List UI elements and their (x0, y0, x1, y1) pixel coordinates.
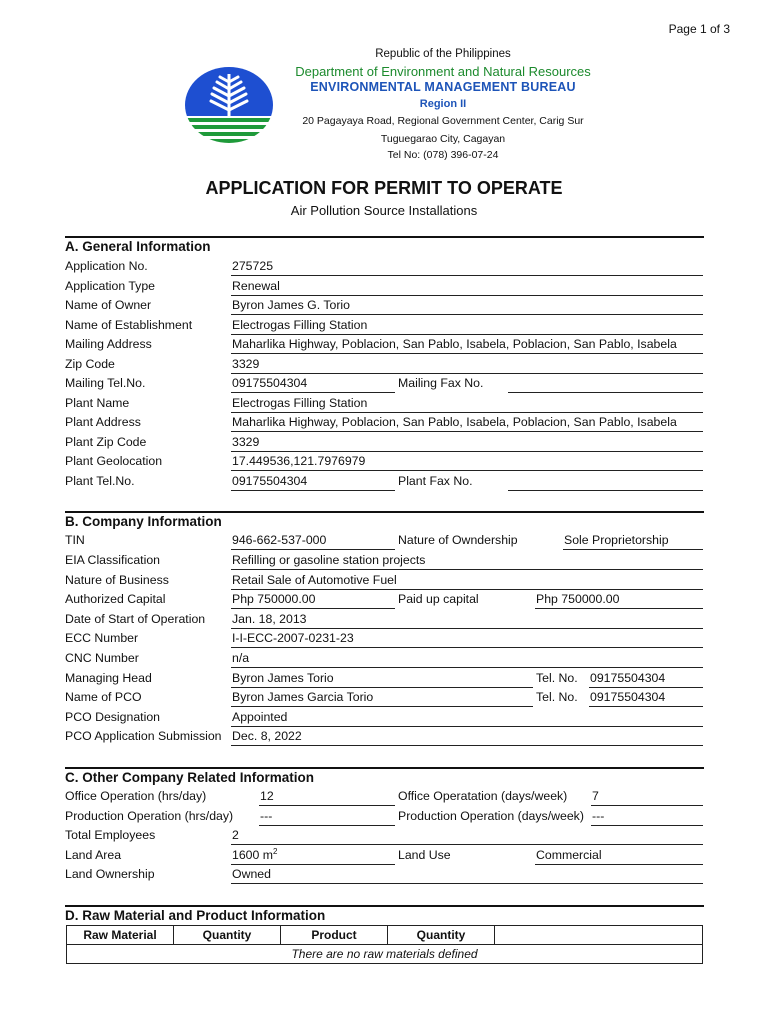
table-header-row (67, 926, 703, 945)
section-c-title: C. Other Company Related Information (65, 770, 315, 785)
field-label: Plant Name (65, 396, 130, 410)
section-c-rule (65, 767, 704, 769)
row-owner (65, 296, 705, 316)
row-plant-name (65, 394, 705, 414)
section-a-title: A. General Information (65, 239, 211, 254)
paidup-value: Php 750000.00 (535, 590, 703, 609)
row-ecc (65, 629, 705, 649)
field-label: Tel. No. (536, 690, 578, 704)
field-label: Plant Zip Code (65, 435, 147, 449)
field-label: PCO Application Submission (65, 729, 222, 743)
empty-message: There are no raw materials defined (67, 945, 703, 964)
section-b-rule (65, 511, 704, 513)
business-value: Retail Sale of Automotive Fuel (231, 571, 703, 590)
col-extra (495, 926, 703, 945)
owner-value: Byron James G. Torio (231, 296, 703, 315)
field-label: Nature of Business (65, 573, 169, 587)
field-label: Mailing Tel.No. (65, 376, 146, 390)
field-label: Office Operatation (days/week) (398, 789, 568, 803)
mailing-fax-value (508, 374, 703, 393)
field-label: Name of Owner (65, 298, 152, 312)
header-region: Region II (419, 98, 467, 110)
land-ownership-value: Owned (231, 865, 703, 884)
cnc-value: n/a (231, 649, 703, 668)
row-mailing-tel (65, 374, 705, 394)
page-subtitle: Air Pollution Source Installations (290, 203, 478, 218)
land-area-number: 1600 m (232, 848, 274, 862)
field-label: Production Operation (days/week) (398, 809, 584, 823)
field-label: Paid up capital (398, 592, 479, 606)
section-d-title: D. Raw Material and Product Information (65, 908, 326, 923)
row-pco-submission (65, 727, 705, 747)
ownership-value: Sole Proprietorship (563, 531, 703, 550)
field-label: Name of Establishment (65, 318, 193, 332)
row-plant-tel (65, 472, 705, 492)
row-plant-zip (65, 433, 705, 453)
field-label: Tel. No. (536, 671, 578, 685)
plant-name-value: Electrogas Filling Station (231, 394, 703, 413)
office-days-value: 7 (591, 787, 703, 806)
managing-head-tel-value: 09175504304 (589, 669, 703, 688)
mailing-address-value: Maharlika Highway, Poblacion, San Pablo, Isabela, Poblacion, San Pablo, Isabela (231, 335, 703, 354)
mailing-tel-value: 09175504304 (231, 374, 395, 393)
field-label: Managing Head (65, 671, 152, 685)
field-label: Land Area (65, 848, 122, 862)
header-tel: Tel No: (078) 396-07-24 (387, 149, 499, 161)
row-plant-geolocation (65, 452, 705, 472)
field-label: Nature of Owndership (398, 533, 518, 547)
pco-value: Byron James Garcia Torio (231, 688, 533, 707)
row-establishment (65, 316, 705, 336)
row-pco (65, 688, 705, 708)
header-address-line2: Tuguegarao City, Cagayan (380, 133, 506, 145)
header-bureau: ENVIRONMENTAL MANAGEMENT BUREAU (310, 80, 576, 94)
col-product-quantity: Quantity (388, 926, 495, 945)
zip-value: 3329 (231, 355, 703, 374)
row-capital (65, 590, 705, 610)
plant-fax-value (508, 472, 703, 491)
application-type-value: Renewal (231, 277, 703, 296)
denr-logo (184, 66, 274, 144)
pco-tel-value: 09175504304 (589, 688, 703, 707)
section-b-title: B. Company Information (65, 514, 222, 529)
row-cnc (65, 649, 705, 669)
land-area-unit-exponent: 2 (273, 846, 278, 856)
plant-zip-value: 3329 (231, 433, 703, 452)
section-a-rule (65, 236, 704, 238)
header-department: Department of Environment and Natural Resources (295, 64, 591, 79)
row-production-operation (65, 807, 705, 827)
col-raw-material: Raw Material (67, 926, 174, 945)
col-quantity: Quantity (174, 926, 281, 945)
field-label: Land Ownership (65, 867, 155, 881)
field-label: Plant Fax No. (398, 474, 473, 488)
field-label: ECC Number (65, 631, 139, 645)
prod-hrs-value: --- (259, 807, 395, 826)
field-label: Plant Address (65, 415, 141, 429)
plant-address-value: Maharlika Highway, Poblacion, San Pablo, Isabela, Poblacion, San Pablo, Isabela (231, 413, 703, 432)
ecc-value: I-I-ECC-2007-0231-23 (231, 629, 703, 648)
page-indicator: Page 1 of 3 (668, 22, 730, 36)
field-label: Total Employees (65, 828, 156, 842)
field-label: Mailing Fax No. (398, 376, 484, 390)
row-business (65, 571, 705, 591)
pco-designation-value: Appointed (231, 708, 703, 727)
header-address-line1: 20 Pagayaya Road, Regional Government Center, Carig Sur (302, 115, 584, 127)
col-product: Product (281, 926, 388, 945)
page-title: APPLICATION FOR PERMIT TO OPERATE (205, 178, 563, 198)
field-label: Mailing Address (65, 337, 152, 351)
table-row (67, 945, 703, 964)
row-eia (65, 551, 705, 571)
field-label: PCO Designation (65, 710, 161, 724)
employees-value: 2 (231, 826, 703, 845)
field-label: EIA Classification (65, 553, 161, 567)
row-pco-designation (65, 708, 705, 728)
row-tin (65, 531, 705, 551)
auth-capital-value: Php 750000.00 (231, 590, 395, 609)
tin-value: 946-662-537-000 (231, 531, 395, 550)
field-label: Production Operation (hrs/day) (65, 809, 234, 823)
start-date-value: Jan. 18, 2013 (231, 610, 703, 629)
field-label: Date of Start of Operation (65, 612, 206, 626)
prod-days-value: --- (591, 807, 703, 826)
office-hrs-value: 12 (259, 787, 395, 806)
plant-geolocation-value: 17.449536,121.7976979 (231, 452, 703, 471)
row-office-operation (65, 787, 705, 807)
row-managing-head (65, 669, 705, 689)
plant-tel-value: 09175504304 (231, 472, 395, 491)
field-label: Application Type (65, 279, 156, 293)
field-label: CNC Number (65, 651, 139, 665)
field-label: Office Operation (hrs/day) (65, 789, 207, 803)
row-employees (65, 826, 705, 846)
establishment-value: Electrogas Filling Station (231, 316, 703, 335)
application-no-value: 275725 (231, 257, 703, 276)
land-area-value (231, 846, 395, 865)
row-plant-address (65, 413, 705, 433)
row-land (65, 846, 705, 866)
field-label: Authorized Capital (65, 592, 166, 606)
row-application-no (65, 257, 705, 277)
row-start-date (65, 610, 705, 630)
field-label: Plant Geolocation (65, 454, 163, 468)
field-label: Zip Code (65, 357, 115, 371)
header-republic: Republic of the Philippines (375, 48, 511, 60)
section-d-rule (65, 905, 704, 907)
row-mailing-address (65, 335, 705, 355)
row-application-type (65, 277, 705, 297)
managing-head-value: Byron James Torio (231, 669, 533, 688)
field-label: Application No. (65, 259, 148, 273)
field-label: Land Use (398, 848, 451, 862)
field-label: Plant Tel.No. (65, 474, 135, 488)
row-land-ownership (65, 865, 705, 885)
pco-submission-value: Dec. 8, 2022 (231, 727, 703, 746)
field-label: Name of PCO (65, 690, 142, 704)
row-zip (65, 355, 705, 375)
land-use-value: Commercial (535, 846, 703, 865)
eia-value: Refilling or gasoline station projects (231, 551, 703, 570)
raw-material-table (66, 925, 703, 964)
field-label: TIN (65, 533, 85, 547)
